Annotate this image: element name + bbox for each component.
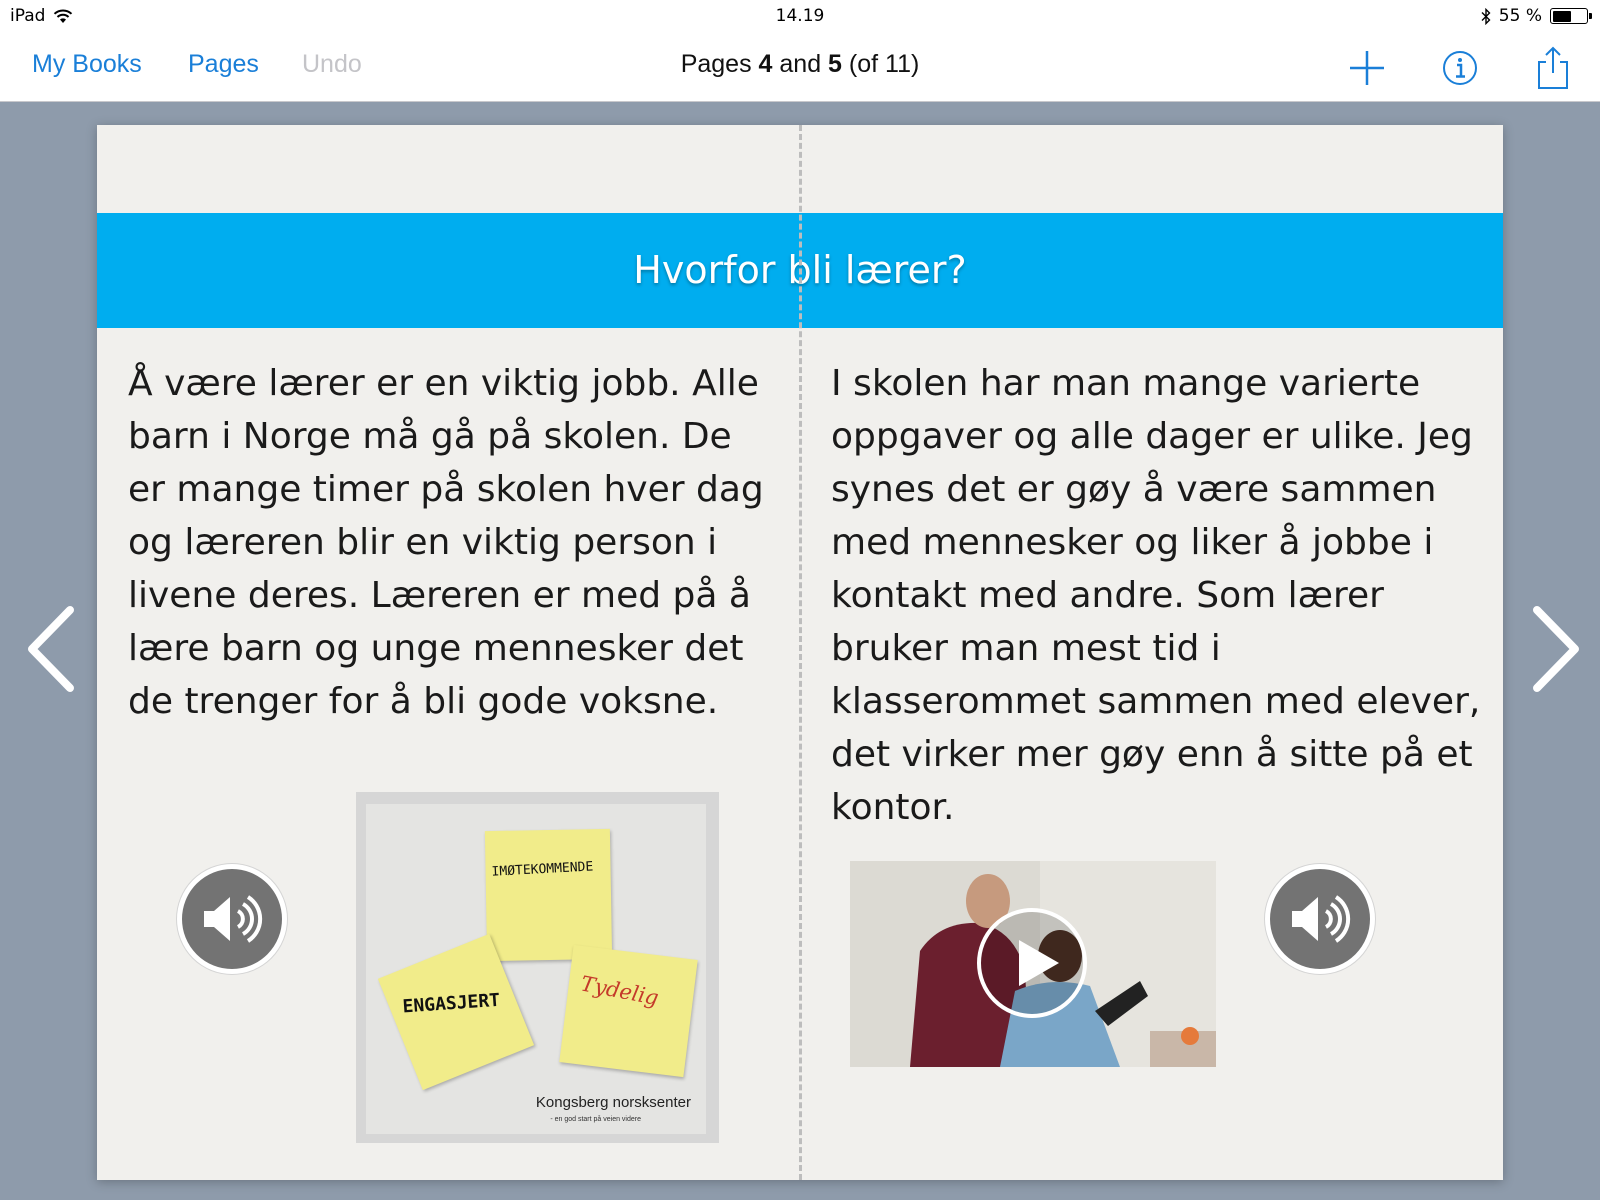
note-text-3: Tydelig (578, 971, 661, 1011)
title-prefix: Pages (680, 50, 759, 78)
battery-level (1553, 11, 1571, 22)
my-books-button[interactable]: My Books (32, 50, 142, 78)
share-icon[interactable] (1530, 45, 1576, 91)
audio-button-right[interactable] (1265, 864, 1375, 974)
note-text-2: ENGASJERT (401, 989, 501, 1018)
battery-percent: 55 % (1498, 6, 1542, 26)
battery-icon (1550, 8, 1588, 24)
status-time: 14.19 (775, 6, 825, 26)
nav-bar (0, 34, 1600, 102)
book-spread (97, 125, 1503, 1180)
device-name: iPad (10, 6, 46, 26)
note-text-1: IMØTEKOMMENDE (491, 859, 594, 880)
undo-button[interactable]: Undo (302, 50, 362, 78)
photo-subcaption: - en god start på veien videre (550, 1116, 641, 1123)
info-icon[interactable] (1437, 45, 1483, 91)
sticky-note-1 (485, 829, 612, 961)
play-button[interactable] (977, 908, 1087, 1018)
page-divider (799, 125, 802, 1180)
play-icon (981, 912, 1083, 1014)
title-page-a: 4 (758, 50, 773, 78)
video-thumbnail[interactable] (850, 861, 1216, 1067)
status-bar (0, 0, 1600, 34)
speaker-icon (1270, 869, 1370, 969)
bluetooth-icon (1481, 8, 1491, 25)
left-page-text[interactable]: Å være lærer er en viktig jobb. Alle barn i Norge må gå på skolen. De er mange timer på skolen hver dag og læreren blir en viktig person i livene deres. Læreren er med på å lære barn og unge mennesker det de trenger for å bli gode voksne. (128, 363, 764, 722)
title-suffix: (of 11) (841, 50, 920, 78)
title-page-b: 5 (828, 50, 842, 78)
audio-button-left[interactable] (177, 864, 287, 974)
chevron-left-icon[interactable] (22, 604, 82, 694)
title-and: and (772, 50, 829, 78)
speaker-icon (182, 869, 282, 969)
chevron-right-icon[interactable] (1525, 604, 1585, 694)
right-page-text[interactable]: I skolen har man mange varierte oppgaver og alle dager er ulike. Jeg synes det er gøy å være sammen med mennesker og liker å jobbe i kontakt med andre. Som lærer bruker man mest tid i klasserommet sammen med elever, det virker mer gøy enn å sitte på et kontor. (831, 363, 1481, 828)
pages-button[interactable]: Pages (188, 50, 259, 78)
sticky-notes-photo[interactable] (356, 792, 719, 1143)
sticky-note-3 (559, 945, 697, 1077)
banner-title[interactable]: Hvorfor bli lærer? (633, 248, 967, 292)
photo-caption: Kongsberg norsksenter (535, 1094, 691, 1111)
add-icon[interactable] (1344, 45, 1390, 91)
status-right (1481, 6, 1588, 26)
